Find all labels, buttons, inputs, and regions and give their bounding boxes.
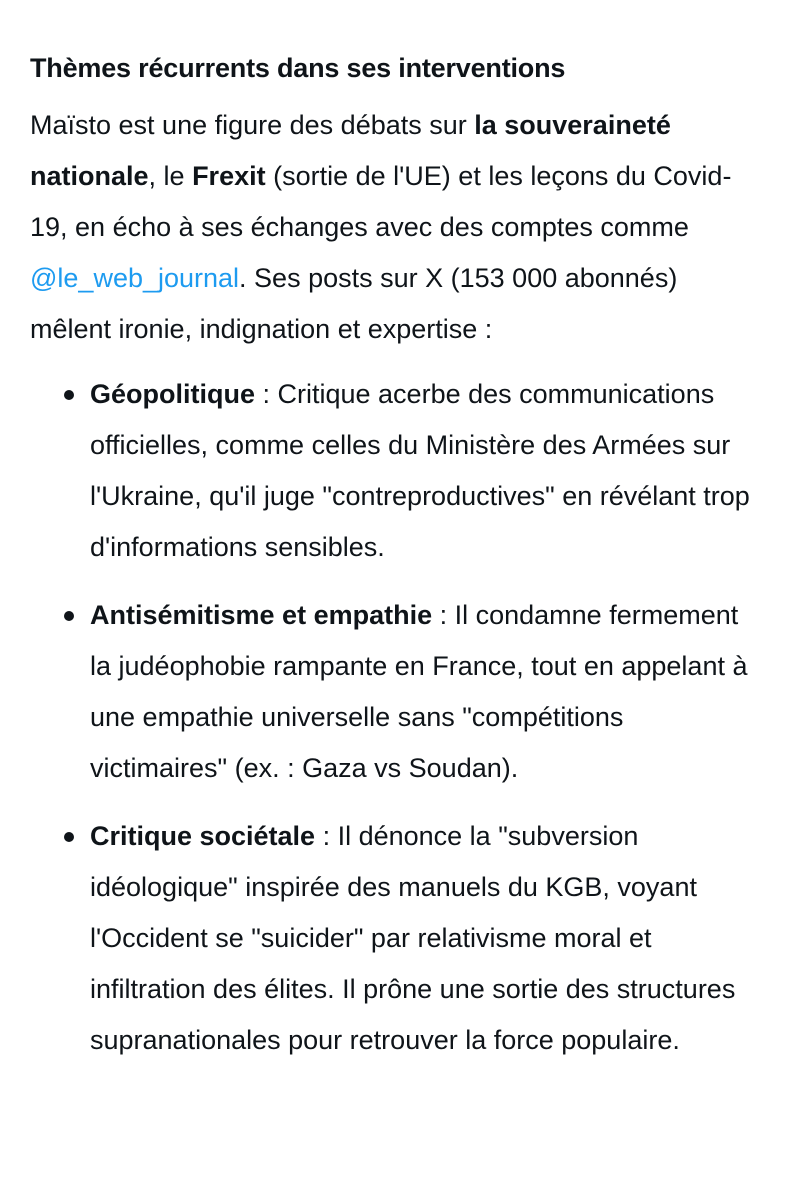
list-item (30, 811, 757, 1066)
intro-paragraph (30, 100, 757, 355)
section-title: Thèmes récurrents dans ses interventions (30, 53, 566, 83)
list-item (30, 590, 757, 794)
list-item-title: Géopolitique (90, 379, 255, 409)
theme-list (30, 369, 757, 1066)
list-item-title: Antisémitisme et empathie (90, 600, 433, 630)
bullet-dot-icon (64, 832, 74, 842)
bullet-dot-icon (64, 611, 74, 621)
list-item-text: : Il dénonce la "subversion idéologique" inspirée des manuels du KGB, voyant l'Occident se "suicider" par relativisme moral et infiltration des élites. Il prône une sortie des structures supranationales pour retrouver la force populaire. (90, 821, 736, 1055)
intro-bold-sovereignty: la souveraineté nationale (30, 110, 671, 191)
list-item-text: : Il condamne fermement la judéophobie rampante en France, tout en appelant à une empathie universelle sans "compétitions victimaires" (ex. : Gaza vs Soudan). (90, 600, 748, 783)
intro-bold-frexit: Frexit (192, 161, 266, 191)
list-item (30, 369, 757, 573)
intro-text: , le (148, 161, 193, 191)
bullet-dot-icon (64, 390, 74, 400)
list-item-text: : Critique acerbe des communications officielles, comme celles du Ministère des Armées sur l'Ukraine, qu'il juge "contreproductives" en révélant trop d'informations sensibles. (90, 379, 750, 562)
mention-link[interactable]: @le_web_journal (30, 263, 240, 293)
list-item-title: Critique sociétale (90, 821, 316, 851)
intro-text: (sortie de l'UE) et les leçons du Covid-19, en écho à ses échanges avec des comptes comme (30, 161, 732, 242)
intro-text: . Ses posts sur X (153 000 abonnés) mêlent ironie, indignation et expertise : (30, 263, 678, 344)
intro-text: Maïsto est une figure des débats sur (30, 110, 475, 140)
